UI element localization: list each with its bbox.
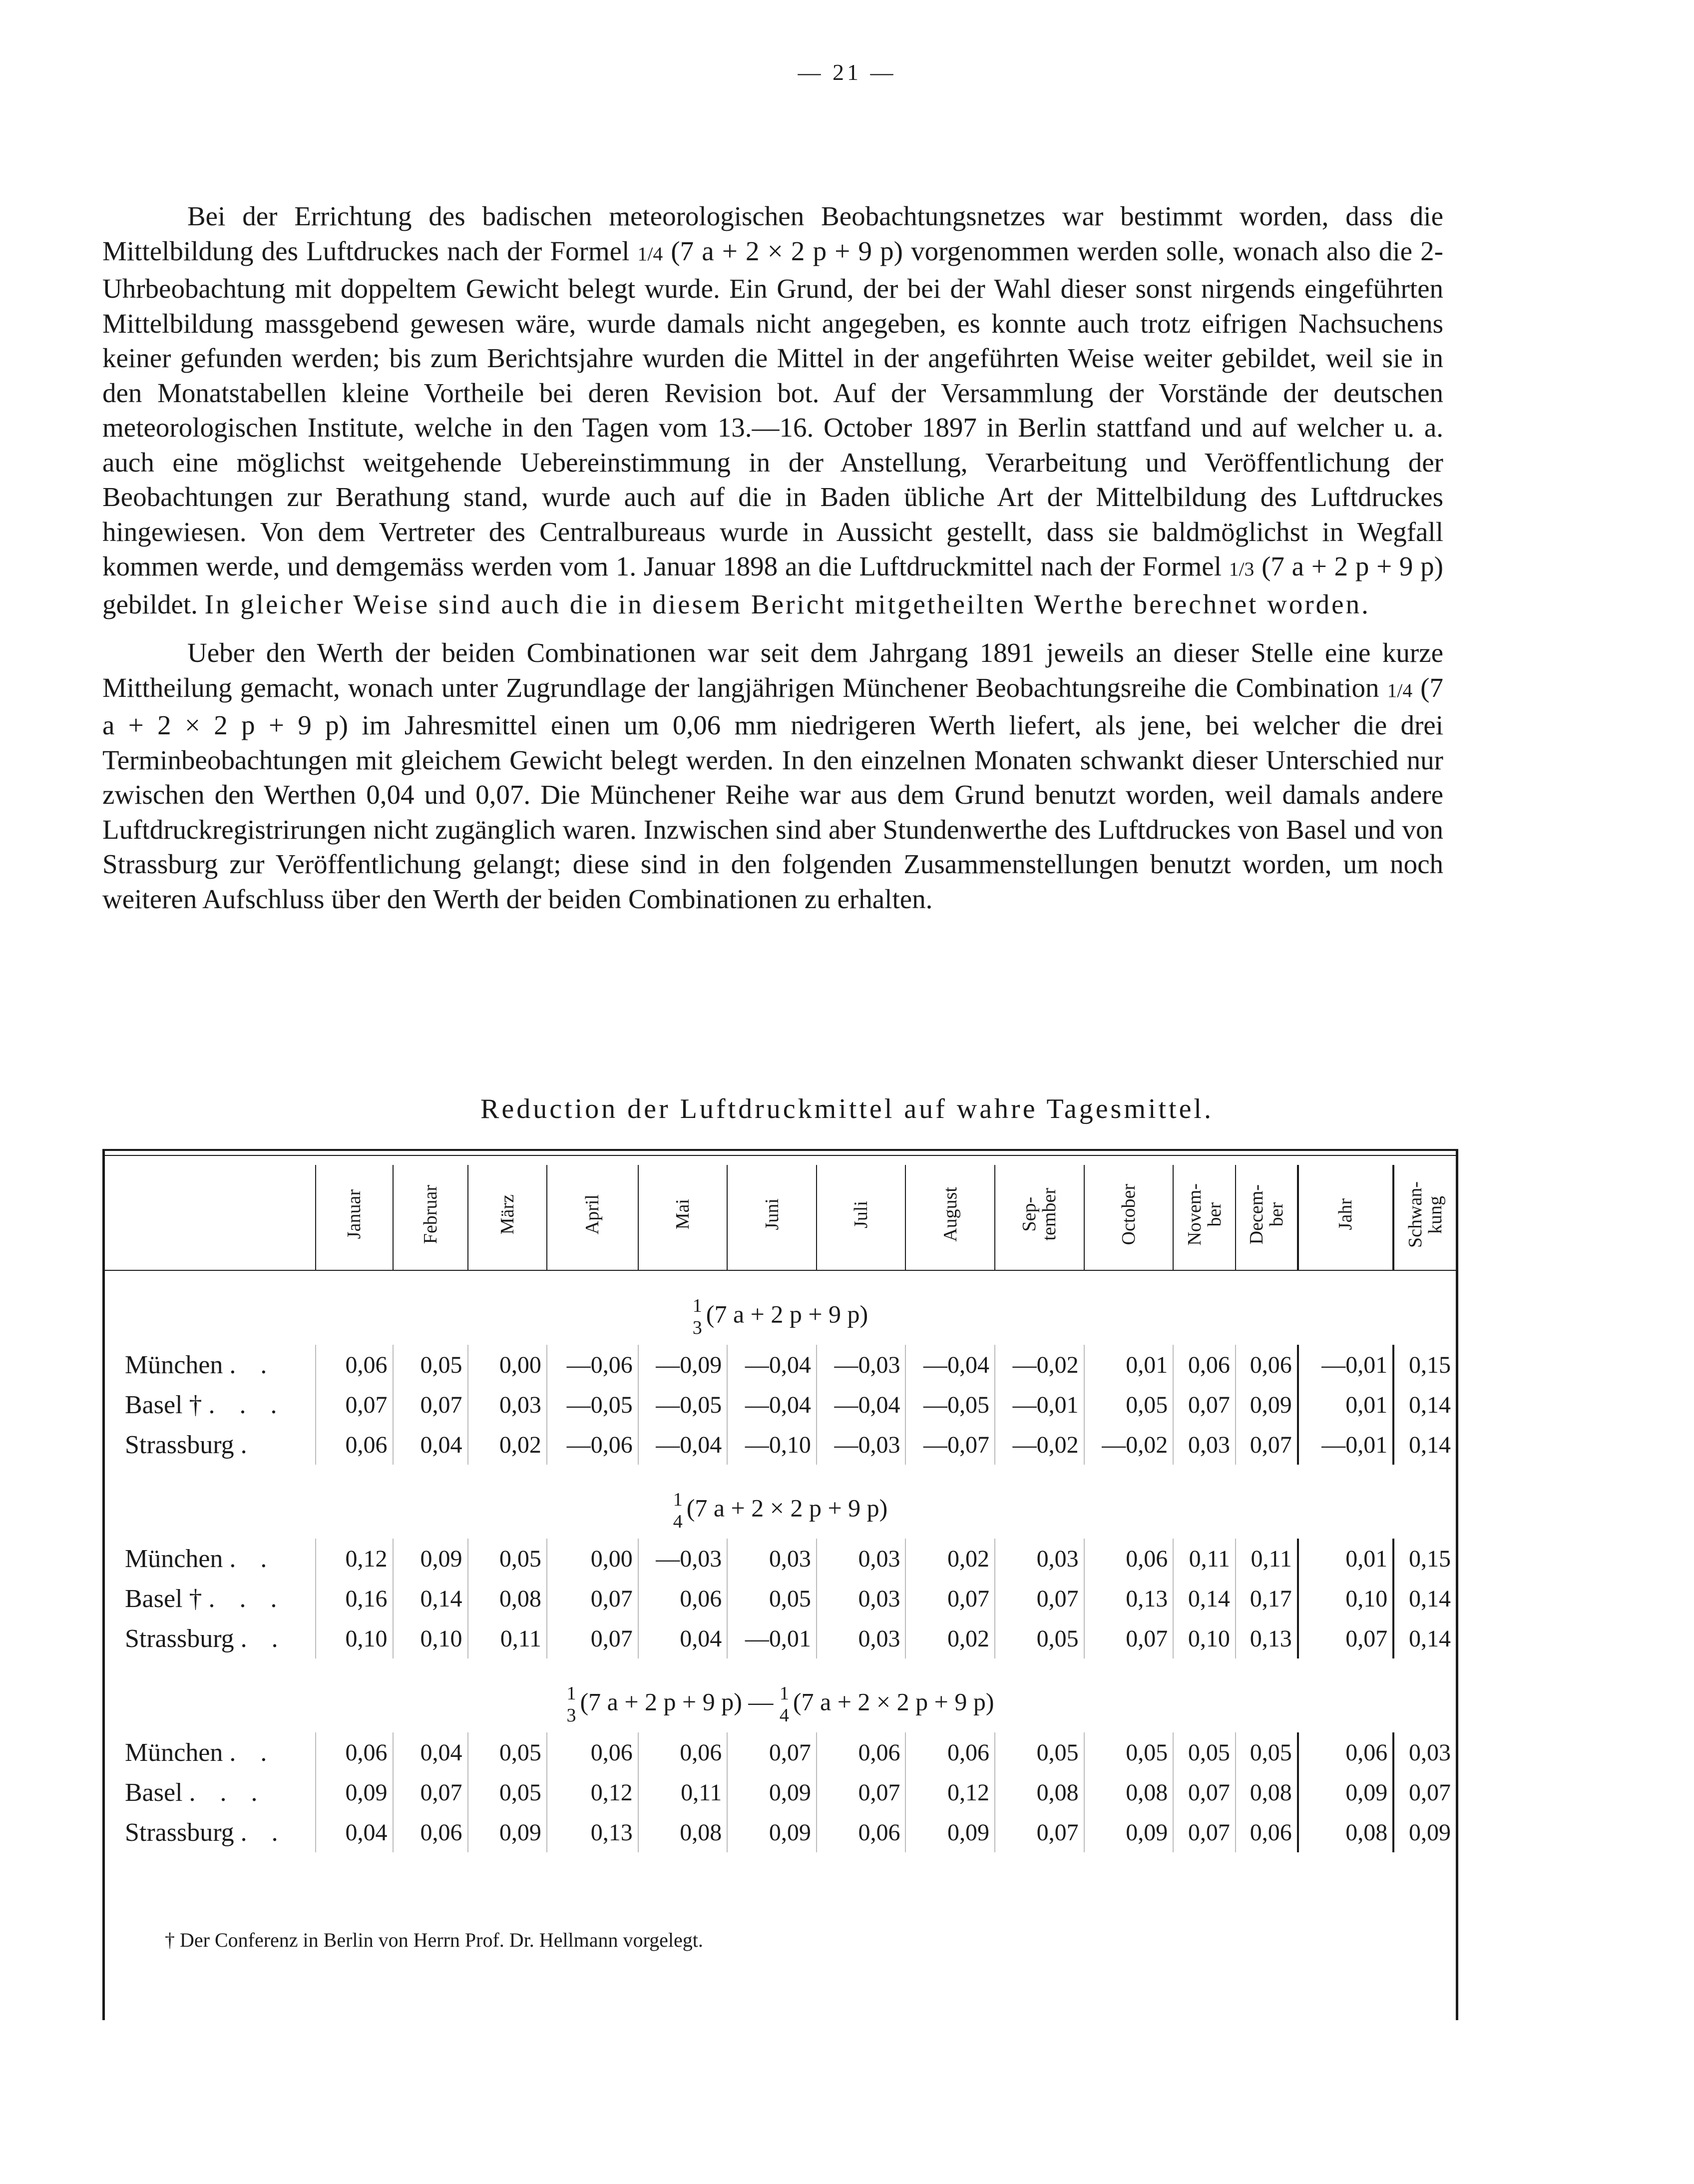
table-cell: 0,08 <box>638 1812 728 1852</box>
column-header <box>727 1165 817 1270</box>
station-name: München . . <box>125 1350 276 1379</box>
column-header-label: Mai <box>672 1199 693 1230</box>
table-cell: 0,10 <box>1173 1619 1236 1658</box>
column-header <box>316 1165 393 1270</box>
column-header-label: April <box>582 1194 603 1235</box>
table-cell: 0,08 <box>1084 1772 1174 1812</box>
table-cell: 0,03 <box>995 1539 1084 1579</box>
table-cell: —0,01 <box>995 1385 1084 1425</box>
table-cell: 0,04 <box>393 1732 468 1772</box>
table-cell: 0,05 <box>1236 1732 1298 1772</box>
table-cell: 0,07 <box>995 1579 1084 1619</box>
table-cell: —0,10 <box>727 1425 817 1465</box>
table-cell: 0,06 <box>1236 1345 1298 1385</box>
table-cell: 0,06 <box>547 1732 638 1772</box>
table-cell: 0,14 <box>1173 1579 1236 1619</box>
table-cell: 0,09 <box>1084 1812 1174 1852</box>
table-cell: 0,05 <box>468 1772 547 1812</box>
table-cell: 0,01 <box>1084 1345 1174 1385</box>
table-cell: 0,14 <box>1393 1425 1456 1465</box>
column-header <box>905 1165 995 1270</box>
station-name: Strassburg . . <box>125 1818 287 1847</box>
table-cell: 0,07 <box>1173 1772 1236 1812</box>
header-empty-cell <box>105 1165 316 1270</box>
column-header <box>468 1165 547 1270</box>
table-cell: 0,04 <box>393 1425 468 1465</box>
table-cell: 0,12 <box>316 1539 393 1579</box>
table-cell: 0,00 <box>468 1345 547 1385</box>
column-header-label: Januar <box>344 1189 365 1239</box>
table-cell: 0,07 <box>1084 1619 1174 1658</box>
table-row <box>105 1425 1456 1465</box>
table-cell: 0,08 <box>1298 1812 1394 1852</box>
table-header-row <box>105 1165 1456 1270</box>
station-name: Strassburg . <box>125 1430 256 1459</box>
table-cell: 0,09 <box>316 1772 393 1812</box>
table-cell: 0,11 <box>638 1772 728 1812</box>
table-cell: 0,03 <box>817 1539 906 1579</box>
table-cell: 0,09 <box>468 1812 547 1852</box>
station-name: Strassburg . . <box>125 1624 287 1653</box>
table-cell: 0,15 <box>1393 1539 1456 1579</box>
column-header-label: Juli <box>850 1200 872 1228</box>
section-formula <box>105 1270 1456 1345</box>
table-cell: 0,03 <box>727 1539 817 1579</box>
table-row <box>105 1772 1456 1812</box>
table-row <box>105 1579 1456 1619</box>
reduction-table-frame <box>102 1149 1458 2020</box>
column-header <box>547 1165 638 1270</box>
table-cell: 0,15 <box>1393 1345 1456 1385</box>
formula-text: (7 a + 2 × 2 p + 9 p) <box>686 1494 888 1522</box>
table-cell: 0,09 <box>727 1812 817 1852</box>
column-header-label: Februar <box>420 1184 441 1244</box>
column-header-label: Novem- ber <box>1184 1183 1225 1246</box>
table-cell: 0,14 <box>1393 1385 1456 1425</box>
spaced-emphasis: In gleicher Weise sind auch die in diesem Bericht mitgetheilten Werthe berechnet worden. <box>204 588 1370 619</box>
station-name: München . . <box>125 1544 276 1573</box>
table-cell: —0,06 <box>547 1345 638 1385</box>
table-cell: 0,07 <box>547 1579 638 1619</box>
fraction-one-quarter: 1/4 <box>1387 679 1413 701</box>
table-cell: 0,02 <box>905 1539 995 1579</box>
table-cell: —0,05 <box>547 1385 638 1425</box>
table-row <box>105 1385 1456 1425</box>
table-cell: 0,10 <box>316 1619 393 1658</box>
formula-fraction: 1 3 <box>692 1295 702 1338</box>
table-cell: 0,05 <box>1084 1385 1174 1425</box>
column-header <box>995 1165 1084 1270</box>
table-cell: 0,09 <box>1236 1385 1298 1425</box>
formula-row <box>105 1465 1456 1539</box>
table-cell: 0,13 <box>1236 1619 1298 1658</box>
table-cell: 0,09 <box>727 1772 817 1812</box>
table-cell: 0,05 <box>468 1732 547 1772</box>
column-header-label: Schwan- kung <box>1404 1181 1446 1248</box>
table-cell: 0,06 <box>817 1732 906 1772</box>
column-header-label: Juni <box>761 1198 783 1230</box>
formula-fraction: 1 4 <box>779 1683 789 1726</box>
table-cell: 0,14 <box>1393 1579 1456 1619</box>
column-header <box>1236 1165 1298 1270</box>
table-row <box>105 1812 1456 1852</box>
reduction-table <box>105 1165 1456 1852</box>
table-cell: —0,01 <box>1298 1425 1394 1465</box>
table-cell: 0,11 <box>1173 1539 1236 1579</box>
table-cell: 0,00 <box>547 1539 638 1579</box>
table-cell: 0,03 <box>468 1385 547 1425</box>
table-cell: 0,05 <box>1084 1732 1174 1772</box>
table-cell: 0,07 <box>1393 1772 1456 1812</box>
table-cell: 0,08 <box>1236 1772 1298 1812</box>
table-cell: 0,04 <box>316 1812 393 1852</box>
table-cell: 0,09 <box>1298 1772 1394 1812</box>
table-cell: —0,01 <box>1298 1345 1394 1385</box>
column-header-label: Jahr <box>1335 1198 1356 1230</box>
table-cell: 0,13 <box>547 1812 638 1852</box>
formula-text: (7 a + 2 × 2 p + 9 p) <box>793 1687 994 1716</box>
table-cell: 0,07 <box>727 1732 817 1772</box>
body-text <box>102 199 1443 930</box>
paragraph-1: Bei der Errichtung des badischen meteorologischen Beobachtungsnetzes war bestimmt worden, dass die Mittelbildung des Luftdruckes nach der Formel 1/4 (7 a + 2 × 2 p + 9 p) vorgenommen werden solle, wonach also die 2-Uhrbeobachtung mit doppeltem Gewicht belegt wurde. Ein Grund, der bei der Wahl dieser sonst nirgends eingeführten Mittelbildung massgebend gewesen wäre, wurde damals nicht angegeben, es konnte auch trotz eifrigen Nachsuchens keiner gefunden werden; bis zum Berichtsjahre wurden die Mittel in der angeführten Weise weiter gebildet, weil sie in den Monatstabellen kleine Vortheile bei deren Revision bot. Auf der Versammlung der Vorstände der deutschen meteorologischen Institute, welche in den Tagen vom 13.—16. October 1897 in Berlin stattfand und auf welcher u. a. auch eine möglichst weitgehende Uebereinstimmung in der Anstellung, Verarbeitung und Veröffentlichung der Beobachtungen zur Berathung stand, wurde auch auf die in Baden übliche Art der Mittelbildung des Luftdruckes hingewiesen. Von dem Vertreter des Centralbureaus wurde in Aussicht gestellt, dass sie baldmöglichst in Wegfall kommen werde, und demgemäss werden vom 1. Januar 1898 an die Luftdruckmittel nach der Formel 1/3 (7 a + 2 p + 9 p) gebildet. In gleicher Weise sind auch die in diesem Bericht mitgetheilten Werthe berechnet worden. <box>102 201 1444 619</box>
table-cell: 0,13 <box>1084 1579 1174 1619</box>
station-name: Basel . . . <box>125 1778 267 1807</box>
table-cell: 0,06 <box>905 1732 995 1772</box>
table-body <box>105 1270 1456 1852</box>
table-cell: 0,02 <box>468 1425 547 1465</box>
table-cell: —0,02 <box>1084 1425 1174 1465</box>
formula-row <box>105 1270 1456 1345</box>
station-name: Basel † . . . <box>125 1584 286 1613</box>
table-cell: 0,06 <box>1084 1539 1174 1579</box>
table-cell: —0,04 <box>817 1385 906 1425</box>
table-cell: 0,05 <box>995 1619 1084 1658</box>
table-cell: —0,03 <box>638 1539 728 1579</box>
table-row <box>105 1539 1456 1579</box>
table-cell: —0,01 <box>727 1619 817 1658</box>
table-cell: 0,17 <box>1236 1579 1298 1619</box>
table-cell: 0,05 <box>1173 1732 1236 1772</box>
formula-fraction: 1 4 <box>673 1489 683 1532</box>
table-cell: —0,07 <box>905 1425 995 1465</box>
table-cell: 0,10 <box>1298 1579 1394 1619</box>
table-cell: 0,06 <box>1236 1812 1298 1852</box>
table-cell: —0,02 <box>995 1425 1084 1465</box>
table-cell: 0,01 <box>1298 1539 1394 1579</box>
table-cell: 0,06 <box>316 1425 393 1465</box>
column-header <box>1298 1165 1394 1270</box>
table-cell: 0,06 <box>316 1732 393 1772</box>
table-cell: 0,05 <box>468 1539 547 1579</box>
table-cell: 0,07 <box>1298 1619 1394 1658</box>
formula-text: (7 a + 2 p + 9 p) — <box>580 1687 774 1716</box>
table-cell: 0,03 <box>817 1619 906 1658</box>
table-cell: 0,07 <box>393 1385 468 1425</box>
column-header-label: Decem- ber <box>1246 1184 1287 1245</box>
table-cell: 0,06 <box>1298 1732 1394 1772</box>
table-cell: 0,04 <box>638 1619 728 1658</box>
table-cell: 0,01 <box>1298 1385 1394 1425</box>
column-header-label: März <box>496 1194 518 1235</box>
table-cell: 0,07 <box>1236 1425 1298 1465</box>
table-cell: 0,07 <box>905 1579 995 1619</box>
table-cell: —0,04 <box>727 1385 817 1425</box>
table-cell: —0,04 <box>905 1345 995 1385</box>
table-cell: 0,07 <box>1173 1385 1236 1425</box>
formula-text: (7 a + 2 p + 9 p) <box>706 1300 868 1328</box>
table-cell: —0,03 <box>817 1345 906 1385</box>
table-row <box>105 1732 1456 1772</box>
table-cell: 0,03 <box>1173 1425 1236 1465</box>
table-cell: 0,02 <box>905 1619 995 1658</box>
table-footnote: † Der Conferenz in Berlin von Herrn Prof. Dr. Hellmann vorgelegt. <box>165 1929 703 1951</box>
table-cell: —0,06 <box>547 1425 638 1465</box>
table-cell: —0,04 <box>638 1425 728 1465</box>
column-header-label: Sep- tember <box>1019 1188 1060 1241</box>
paragraph-2: Ueber den Werth der beiden Combinationen war seit dem Jahrgang 1891 jeweils an dieser Stelle eine kurze Mittheilung gemacht, wonach unter Zugrundlage der langjährigen Münchener Beobachtungsreihe die Combination 1/4 (7 a + 2 × 2 p + 9 p) im Jahresmittel einen um 0,06 mm niedrigeren Werth liefert, als jene, bei welcher die drei Terminbeobachtungen mit gleichem Gewicht belegt werden. In den einzelnen Monaten schwankt dieser Unterschied nur zwischen den Werthen 0,04 und 0,07. Die Münchener Reihe war aus dem Grund benutzt worden, weil damals andere Luftdruckregistrirungen nicht zugänglich waren. Inzwischen sind aber Stundenwerthe des Luftdruckes von Basel und von Strassburg zur Veröffentlichung gelangt; diese sind in den folgenden Zusammenstellungen benutzt worden, um noch weiteren Aufschluss über den Werth der beiden Combinationen zu erhalten. <box>102 637 1443 914</box>
table-cell: 0,06 <box>1173 1345 1236 1385</box>
column-header <box>1393 1165 1456 1270</box>
formula-row <box>105 1658 1456 1732</box>
table-cell: 0,16 <box>316 1579 393 1619</box>
table-cell: 0,14 <box>1393 1619 1456 1658</box>
column-header <box>1084 1165 1174 1270</box>
table-cell: —0,02 <box>995 1345 1084 1385</box>
table-cell: 0,07 <box>316 1385 393 1425</box>
table-cell: 0,06 <box>638 1579 728 1619</box>
fraction-one-third: 1/3 <box>1229 558 1255 580</box>
table-cell: 0,11 <box>468 1619 547 1658</box>
table-cell: 0,08 <box>995 1772 1084 1812</box>
table-cell: 0,06 <box>393 1812 468 1852</box>
table-cell: 0,07 <box>1173 1812 1236 1852</box>
table-row <box>105 1619 1456 1658</box>
table-cell: 0,07 <box>995 1812 1084 1852</box>
table-cell: 0,07 <box>393 1772 468 1812</box>
table-cell: —0,05 <box>905 1385 995 1425</box>
table-cell: 0,06 <box>817 1812 906 1852</box>
column-header-label: October <box>1118 1183 1139 1245</box>
table-cell: 0,09 <box>393 1539 468 1579</box>
table-cell: 0,03 <box>817 1579 906 1619</box>
table-cell: 0,07 <box>547 1619 638 1658</box>
table-cell: 0,06 <box>638 1732 728 1772</box>
table-cell: 0,06 <box>316 1345 393 1385</box>
table-cell: —0,03 <box>817 1425 906 1465</box>
column-header <box>817 1165 906 1270</box>
table-title: Reduction der Luftdruckmittel auf wahre Tagesmittel. <box>480 1093 1214 1124</box>
table-row <box>105 1345 1456 1385</box>
table-cell: 0,07 <box>817 1772 906 1812</box>
table-cell: 0,12 <box>905 1772 995 1812</box>
table-cell: 0,05 <box>727 1579 817 1619</box>
station-name: München . . <box>125 1738 276 1767</box>
page-number: — 21 — <box>798 59 896 85</box>
table-cell: 0,12 <box>547 1772 638 1812</box>
table-cell: 0,05 <box>995 1732 1084 1772</box>
table-cell: 0,11 <box>1236 1539 1298 1579</box>
fraction-one-quarter: 1/4 <box>637 242 663 265</box>
column-header <box>393 1165 468 1270</box>
table-cell: 0,08 <box>468 1579 547 1619</box>
section-formula <box>105 1465 1456 1539</box>
column-header <box>638 1165 728 1270</box>
station-name: Basel † . . . <box>125 1390 286 1419</box>
column-header <box>1173 1165 1236 1270</box>
table-cell: 0,05 <box>393 1345 468 1385</box>
table-cell: 0,09 <box>905 1812 995 1852</box>
table-cell: 0,10 <box>393 1619 468 1658</box>
table-cell: 0,09 <box>1393 1812 1456 1852</box>
section-formula <box>105 1658 1456 1732</box>
table-cell: —0,09 <box>638 1345 728 1385</box>
formula-fraction: 1 3 <box>566 1683 576 1726</box>
table-cell: —0,04 <box>727 1345 817 1385</box>
table-cell: 0,14 <box>393 1579 468 1619</box>
table-cell: —0,05 <box>638 1385 728 1425</box>
column-header-label: August <box>939 1187 961 1242</box>
table-cell: 0,03 <box>1393 1732 1456 1772</box>
